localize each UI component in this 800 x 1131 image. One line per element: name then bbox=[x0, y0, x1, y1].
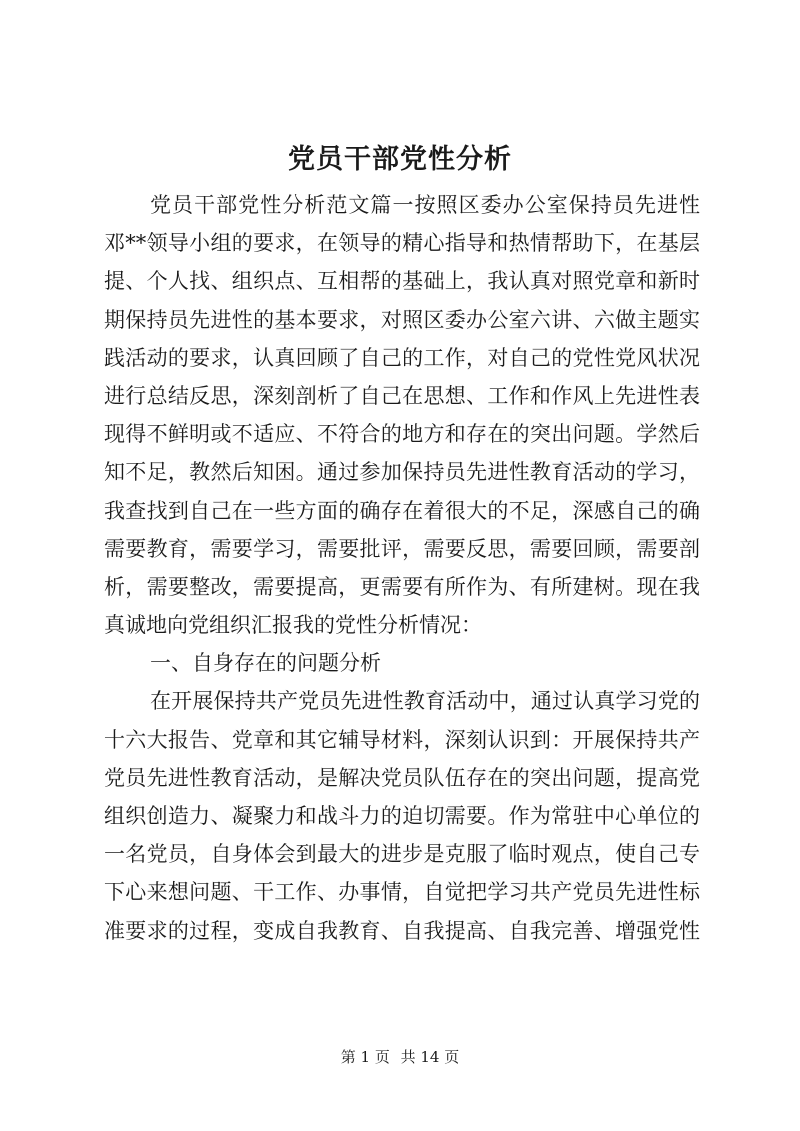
paragraph-line: 期保持员先进性的基本要求，对照区委办公室六讲、六做主题实 bbox=[104, 307, 700, 332]
paragraph-line: 准要求的过程，变成自我教育、自我提高、自我完善、增强党性 bbox=[104, 918, 700, 943]
paragraph-line: 提、个人找、组织点、互相帮的基础上，我认真对照党章和新时 bbox=[104, 269, 700, 294]
paragraph-line: 我查找到自己在一些方面的确存在着很大的不足，深感自己的确 bbox=[104, 498, 700, 523]
paragraph-line: 践活动的要求，认真回顾了自己的工作，对自己的党性党风状况 bbox=[104, 345, 700, 370]
paragraph-line: 党员干部党性分析范文篇一按照区委办公室保持员先进性 bbox=[150, 193, 700, 217]
paragraph-line: 在开展保持共产党员先进性教育活动中，通过认真学习党的 bbox=[150, 689, 700, 714]
paragraph-line: 邓**领导小组的要求，在领导的精心指导和热情帮助下，在基层 bbox=[104, 231, 700, 256]
paragraph-line: 一名党员，自身体会到最大的进步是克服了临时观点，使自己专 bbox=[104, 842, 700, 867]
paragraph-line: 现得不鲜明或不适应、不符合的地方和存在的突出问题。学然后 bbox=[104, 422, 700, 447]
page-footer bbox=[0, 1046, 800, 1068]
page-number: 第 1 页 bbox=[340, 1048, 390, 1066]
paragraph-line: 真诚地向党组织汇报我的党性分析情况： bbox=[104, 613, 482, 638]
paragraph-line: 组织创造力、凝聚力和战斗力的迫切需要。作为常驻中心单位的 bbox=[104, 804, 700, 828]
paragraph-line: 知不足，教然后知困。通过参加保持员先进性教育活动的学习， bbox=[104, 460, 700, 485]
paragraph-line: 析，需要整改，需要提高，更需要有所作为、有所建树。现在我 bbox=[104, 574, 700, 599]
section-heading: 一、自身存在的问题分析 bbox=[150, 651, 381, 676]
total-pages: 共 14 页 bbox=[400, 1048, 460, 1066]
document-title: 党员干部党性分析 bbox=[288, 144, 512, 175]
paragraph-line: 下心来想问题、干工作、办事情，自觉把学习共产党员先进性标 bbox=[104, 880, 700, 905]
paragraph-line: 需要教育，需要学习，需要批评，需要反思，需要回顾，需要剖 bbox=[104, 536, 700, 561]
paragraph-line: 十六大报告、党章和其它辅导材料，深刻认识到：开展保持共产 bbox=[104, 727, 700, 752]
paragraph-line: 进行总结反思，深刻剖析了自己在思想、工作和作风上先进性表 bbox=[104, 383, 700, 408]
paragraph-line: 党员先进性教育活动，是解决党员队伍存在的突出问题，提高党 bbox=[104, 765, 700, 790]
document-body bbox=[104, 186, 700, 950]
